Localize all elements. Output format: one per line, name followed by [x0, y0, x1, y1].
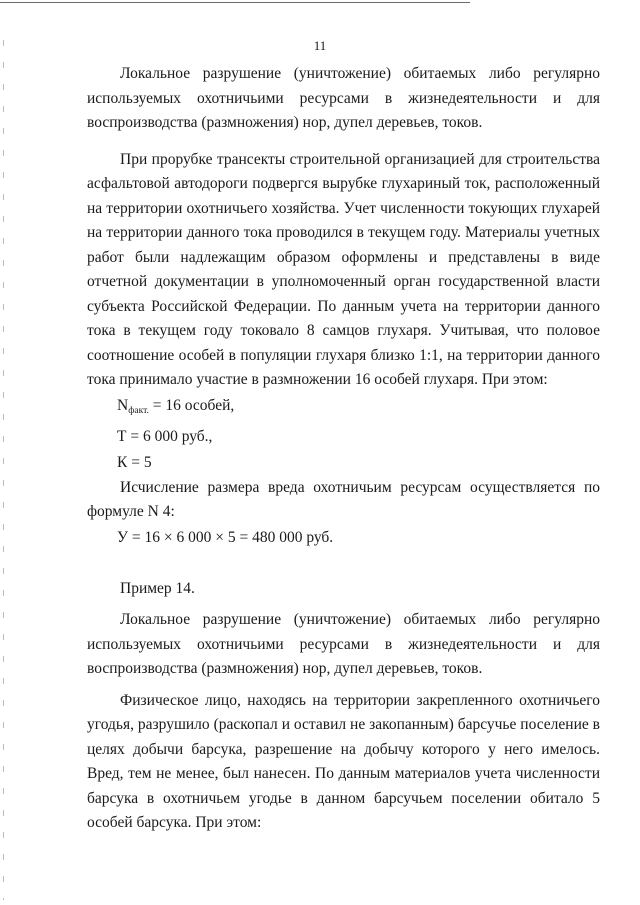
paragraph-destruction-definition: Локальное разрушение (уничтожение) обитаемых либо регулярно используемых охотничьими ресурсами в жизнедеятельности и для воспроизводства (размножения) нор, дупел деревьев, токов.: [87, 65, 600, 131]
scan-top-border: [0, 2, 470, 3]
scan-left-edge: [3, 40, 4, 900]
n-value: = 16 особей,: [152, 396, 235, 414]
document-body: [87, 62, 600, 836]
damage-formula: У = 16 × 6 000 × 5 = 480 000 руб.: [117, 528, 334, 546]
paragraph-badger-case: Физическое лицо, находясь на территории закрепленного охотничьего угодья, разрушило (раскопал и оставил не закопанным) барсучье поселение в целях добычи барсука, разрешение на добычу которого у него имелось. Вред, тем не менее, был нанесен. По данным материалов учета численности барсука в охотничьем угодье в данном барсучьем поселении обитало 5 особей барсука. При этом:: [87, 691, 600, 831]
n-symbol: N: [117, 396, 129, 414]
n-subscript: факт.: [128, 405, 149, 416]
paragraph-destruction-definition-2: Локальное разрушение (уничтожение) обитаемых либо регулярно используемых охотничьими ресурсами в жизнедеятельности и для воспроизводства (размножения) нор, дупел деревьев, токов.: [87, 611, 600, 677]
variable-t: Т = 6 000 руб.,: [117, 427, 213, 445]
paragraph-calculation-intro: Исчисление размера вреда охотничьим ресурсам осуществляется по формуле N 4:: [87, 478, 600, 520]
variable-n-fact: [87, 393, 600, 424]
page-number: 11: [313, 38, 327, 53]
paragraph-capercaillie-case: При прорубке трансекты строительной организацией для строительства асфальтовой автодороги подвергся вырубке глухариный ток, расположенный на территории охотничьего хозяйства. Учет численности токующих глухарей на территории данного тока проводился в текущем году. Материалы учетных работ были надлежащим образом оформлены и представлены в виде отчетной документации в уполномоченный орган государственной власти субъекта Российской Федерации. По данным учета на территории данного тока в текущем году токовало 8 самцов глухаря. Учитывая, что половое соотношение особей в популяции глухаря близко 1:1, на территории данного тока принимало участие в размножении 16 особей глухаря. При этом:: [87, 150, 600, 388]
variable-k: К = 5: [117, 453, 152, 471]
example-title: Пример 14.: [120, 579, 195, 597]
